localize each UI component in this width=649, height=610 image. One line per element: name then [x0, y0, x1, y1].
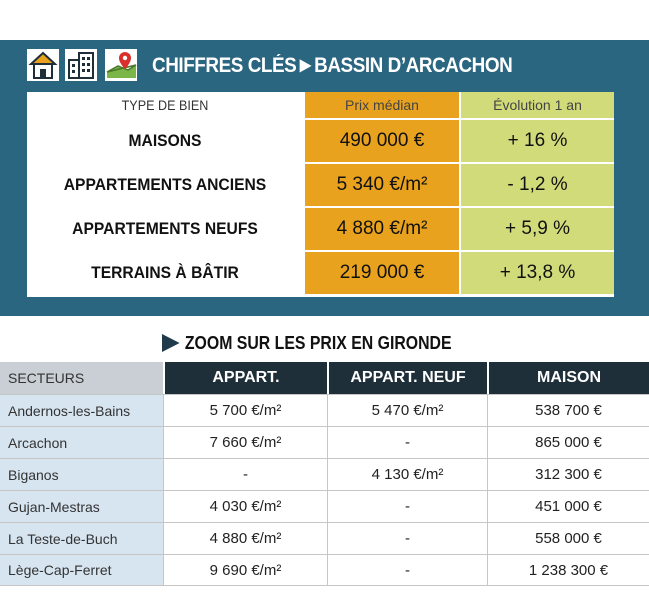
appart-neuf-price: 4 130 €/m² [327, 458, 487, 490]
key-prices-row [27, 252, 614, 294]
annual-evolution: + 13,8 % [461, 252, 614, 294]
key-figures-header [0, 40, 649, 92]
header-appart: APPART. [163, 362, 327, 394]
maison-price: 451 000 € [487, 490, 649, 522]
appart-price: 4 880 €/m² [163, 522, 327, 554]
header-price: Prix médian [305, 92, 459, 118]
title-part1: CHIFFRES CLÉS [152, 54, 297, 77]
table-row [0, 490, 649, 522]
median-price: 219 000 € [305, 252, 459, 294]
map-pin-icon [104, 48, 138, 82]
table-row [0, 554, 649, 586]
maison-price: 312 300 € [487, 458, 649, 490]
maison-price: 558 000 € [487, 522, 649, 554]
property-type: MAISONS [128, 131, 202, 150]
header-type: TYPE DE BIEN [121, 97, 209, 113]
zoom-title: ZOOM SUR LES PRIX EN GIRONDE [184, 333, 452, 353]
appart-price: 7 660 €/m² [163, 426, 327, 458]
property-type: TERRAINS À BÂTIR [91, 263, 239, 282]
appart-price: 5 700 €/m² [163, 394, 327, 426]
appart-price: 9 690 €/m² [163, 554, 327, 586]
annual-evolution: - 1,2 % [461, 164, 614, 206]
table-row [0, 458, 649, 490]
property-type: APPARTEMENTS ANCIENS [63, 175, 267, 194]
key-prices-row [27, 120, 614, 162]
key-figures-panel [0, 40, 649, 316]
sector-name: La Teste-de-Buch [0, 522, 163, 554]
building-icon [64, 48, 98, 82]
gironde-prices-table [0, 362, 649, 586]
sector-name: Lège-Cap-Ferret [0, 554, 163, 586]
key-prices-table [27, 92, 614, 297]
key-prices-header-row [27, 92, 614, 118]
sector-name: Gujan-Mestras [0, 490, 163, 522]
appart-neuf-price: - [327, 522, 487, 554]
key-prices-row [27, 208, 614, 250]
median-price: 490 000 € [305, 120, 459, 162]
appart-neuf-price: - [327, 490, 487, 522]
key-prices-row [27, 164, 614, 206]
header-sectors: SECTEURS [0, 362, 163, 394]
title-arrow-icon: ▶ [299, 57, 311, 74]
appart-neuf-price: - [327, 554, 487, 586]
appart-price: 4 030 €/m² [163, 490, 327, 522]
appart-neuf-price: 5 470 €/m² [327, 394, 487, 426]
header-appart-neuf: APPART. NEUF [327, 362, 487, 394]
sector-name: Biganos [0, 458, 163, 490]
title-part2: BASSIN D’ARCACHON [314, 54, 513, 77]
triangle-arrow-icon [162, 334, 180, 352]
annual-evolution: + 5,9 % [461, 208, 614, 250]
header-maison: MAISON [487, 362, 649, 394]
zoom-heading [162, 333, 452, 354]
sector-name: Arcachon [0, 426, 163, 458]
median-price: 5 340 €/m² [305, 164, 459, 206]
table-row [0, 394, 649, 426]
annual-evolution: + 16 % [461, 120, 614, 162]
gironde-header-row [0, 362, 649, 394]
sector-name: Andernos-les-Bains [0, 394, 163, 426]
table-row [0, 426, 649, 458]
appart-neuf-price: - [327, 426, 487, 458]
table-row [0, 522, 649, 554]
house-icon [26, 48, 60, 82]
key-figures-title [152, 54, 512, 78]
maison-price: 538 700 € [487, 394, 649, 426]
property-type: APPARTEMENTS NEUFS [72, 219, 258, 238]
maison-price: 1 238 300 € [487, 554, 649, 586]
median-price: 4 880 €/m² [305, 208, 459, 250]
maison-price: 865 000 € [487, 426, 649, 458]
header-evolution: Évolution 1 an [461, 92, 614, 118]
appart-price: - [163, 458, 327, 490]
